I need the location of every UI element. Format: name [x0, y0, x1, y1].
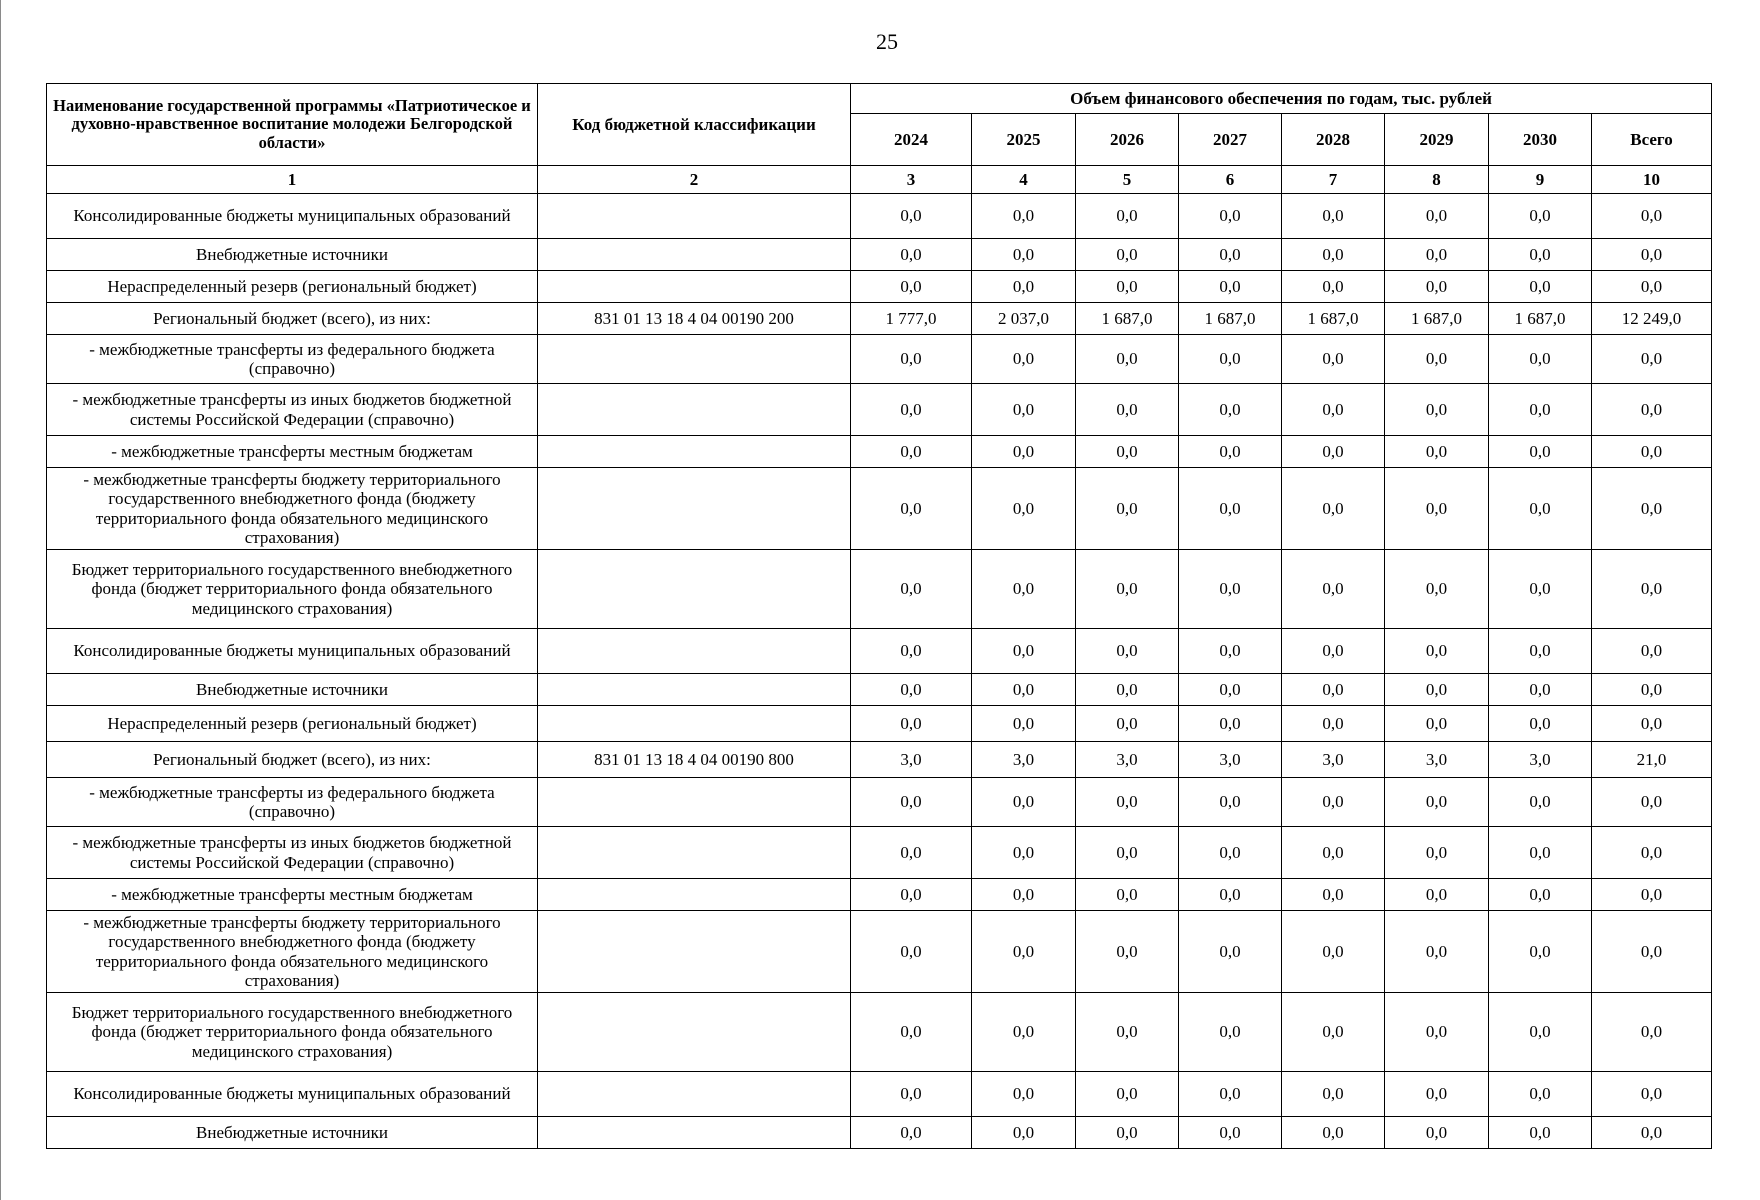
row-year-value: 0,0	[1179, 674, 1282, 706]
row-name: Нераспределенный резерв (региональный бюджет)	[47, 706, 538, 742]
row-year-value: 0,0	[1179, 911, 1282, 993]
row-year-value: 0,0	[1282, 778, 1385, 827]
row-name: Внебюджетные источники	[47, 239, 538, 271]
row-year-value: 0,0	[1489, 271, 1592, 303]
column-number: 7	[1282, 166, 1385, 194]
row-year-value: 1 687,0	[1282, 303, 1385, 335]
row-year-value: 0,0	[851, 706, 972, 742]
row-name: - межбюджетные трансферты из федерального бюджета (справочно)	[47, 335, 538, 384]
row-year-value: 0,0	[1076, 706, 1179, 742]
row-year-value: 0,0	[851, 778, 972, 827]
row-year-value: 0,0	[1282, 1072, 1385, 1117]
row-year-value: 0,0	[1076, 827, 1179, 879]
row-year-value: 0,0	[1489, 629, 1592, 674]
row-name: Региональный бюджет (всего), из них:	[47, 303, 538, 335]
table-row	[47, 993, 1712, 1072]
row-year-value: 0,0	[851, 271, 972, 303]
row-year-value: 0,0	[1076, 629, 1179, 674]
row-year-value: 0,0	[1076, 271, 1179, 303]
row-year-value: 0,0	[851, 629, 972, 674]
row-budget-code	[538, 993, 851, 1072]
page-number: 25	[876, 29, 898, 54]
row-year-value: 0,0	[1076, 335, 1179, 384]
row-name: Бюджет территориального государственного внебюджетного фонда (бюджет территориального фонда обязательного медицинского страхования)	[47, 993, 538, 1072]
row-year-value: 0,0	[1076, 674, 1179, 706]
header-year: 2024	[851, 114, 972, 166]
row-year-value: 0,0	[851, 335, 972, 384]
row-year-value: 0,0	[972, 629, 1076, 674]
row-year-value: 0,0	[972, 335, 1076, 384]
row-year-value: 0,0	[1179, 335, 1282, 384]
row-year-value: 0,0	[1282, 993, 1385, 1072]
column-number: 4	[972, 166, 1076, 194]
row-year-value: 0,0	[1179, 879, 1282, 911]
row-year-value: 0,0	[851, 911, 972, 993]
row-year-value: 0,0	[972, 239, 1076, 271]
row-name: Бюджет территориального государственного внебюджетного фонда (бюджет территориального фонда обязательного медицинского страхования)	[47, 550, 538, 629]
column-number: 2	[538, 166, 851, 194]
row-year-value: 0,0	[972, 911, 1076, 993]
row-name: - межбюджетные трансферты бюджету территориального государственного внебюджетного фонда (бюджету территориального фонда обязательного медицинского страхования)	[47, 911, 538, 993]
row-year-value: 0,0	[1282, 271, 1385, 303]
row-year-value: 0,0	[851, 194, 972, 239]
table-row	[47, 239, 1712, 271]
row-year-value: 0,0	[851, 827, 972, 879]
table-row	[47, 335, 1712, 384]
row-year-value: 0,0	[1076, 1072, 1179, 1117]
row-total-value: 0,0	[1592, 911, 1712, 993]
row-year-value: 0,0	[972, 550, 1076, 629]
row-name: - межбюджетные трансферты местным бюджетам	[47, 879, 538, 911]
row-year-value: 2 037,0	[972, 303, 1076, 335]
row-budget-code	[538, 674, 851, 706]
row-total-value: 21,0	[1592, 742, 1712, 778]
header-year: 2025	[972, 114, 1076, 166]
row-year-value: 0,0	[1076, 911, 1179, 993]
scan-edge-line	[0, 0, 1, 1200]
row-year-value: 0,0	[1385, 778, 1489, 827]
row-name: Нераспределенный резерв (региональный бюджет)	[47, 271, 538, 303]
row-year-value: 0,0	[1179, 550, 1282, 629]
table-row	[47, 827, 1712, 879]
row-total-value: 0,0	[1592, 827, 1712, 879]
row-year-value: 1 687,0	[1489, 303, 1592, 335]
row-year-value: 0,0	[1385, 468, 1489, 550]
column-number: 10	[1592, 166, 1712, 194]
row-budget-code	[538, 911, 851, 993]
table-row	[47, 1072, 1712, 1117]
table-row	[47, 706, 1712, 742]
row-year-value: 0,0	[1489, 468, 1592, 550]
row-total-value: 0,0	[1592, 993, 1712, 1072]
row-year-value: 0,0	[1179, 1117, 1282, 1149]
row-total-value: 0,0	[1592, 194, 1712, 239]
row-year-value: 0,0	[1282, 706, 1385, 742]
row-year-value: 0,0	[851, 550, 972, 629]
header-program-title: Наименование государственной программы «Патриотическое и духовно-нравственное воспитание молодежи Белгородской области»	[47, 84, 538, 166]
row-total-value: 0,0	[1592, 468, 1712, 550]
row-year-value: 0,0	[1179, 194, 1282, 239]
row-year-value: 0,0	[1179, 239, 1282, 271]
row-year-value: 0,0	[1282, 194, 1385, 239]
header-year: 2030	[1489, 114, 1592, 166]
row-year-value: 0,0	[851, 239, 972, 271]
row-year-value: 0,0	[1385, 436, 1489, 468]
header-year: 2029	[1385, 114, 1489, 166]
row-year-value: 0,0	[972, 468, 1076, 550]
table-row	[47, 879, 1712, 911]
table-row	[47, 303, 1712, 335]
table-row	[47, 911, 1712, 993]
row-year-value: 1 687,0	[1076, 303, 1179, 335]
row-year-value: 0,0	[1489, 827, 1592, 879]
table-header	[47, 84, 1712, 194]
row-year-value: 0,0	[1489, 239, 1592, 271]
row-year-value: 0,0	[972, 993, 1076, 1072]
row-year-value: 0,0	[972, 384, 1076, 436]
header-year: 2026	[1076, 114, 1179, 166]
row-budget-code	[538, 239, 851, 271]
row-year-value: 1 777,0	[851, 303, 972, 335]
header-year: 2027	[1179, 114, 1282, 166]
row-year-value: 0,0	[1179, 629, 1282, 674]
row-budget-code: 831 01 13 18 4 04 00190 200	[538, 303, 851, 335]
row-year-value: 0,0	[1179, 827, 1282, 879]
row-year-value: 0,0	[1385, 194, 1489, 239]
row-total-value: 12 249,0	[1592, 303, 1712, 335]
column-number: 9	[1489, 166, 1592, 194]
row-budget-code	[538, 827, 851, 879]
row-year-value: 0,0	[1179, 468, 1282, 550]
row-year-value: 0,0	[1489, 993, 1592, 1072]
row-year-value: 0,0	[972, 1072, 1076, 1117]
row-year-value: 0,0	[851, 1117, 972, 1149]
row-year-value: 0,0	[1282, 629, 1385, 674]
row-name: Внебюджетные источники	[47, 674, 538, 706]
row-year-value: 0,0	[1385, 335, 1489, 384]
row-name: Консолидированные бюджеты муниципальных образований	[47, 194, 538, 239]
row-year-value: 0,0	[1385, 384, 1489, 436]
row-year-value: 0,0	[1489, 778, 1592, 827]
row-year-value: 0,0	[1076, 239, 1179, 271]
row-year-value: 0,0	[1385, 271, 1489, 303]
header-code-title: Код бюджетной классификации	[538, 84, 851, 166]
row-budget-code	[538, 778, 851, 827]
row-total-value: 0,0	[1592, 271, 1712, 303]
row-year-value: 3,0	[1282, 742, 1385, 778]
row-total-value: 0,0	[1592, 1117, 1712, 1149]
row-budget-code	[538, 468, 851, 550]
row-total-value: 0,0	[1592, 778, 1712, 827]
table-row	[47, 550, 1712, 629]
row-year-value: 0,0	[1385, 1117, 1489, 1149]
row-year-value: 0,0	[1076, 993, 1179, 1072]
row-year-value: 0,0	[1282, 239, 1385, 271]
row-year-value: 0,0	[1282, 436, 1385, 468]
row-year-value: 0,0	[1489, 194, 1592, 239]
row-year-value: 0,0	[1282, 827, 1385, 879]
row-total-value: 0,0	[1592, 706, 1712, 742]
row-budget-code	[538, 550, 851, 629]
row-total-value: 0,0	[1592, 879, 1712, 911]
row-name: Региональный бюджет (всего), из них:	[47, 742, 538, 778]
row-total-value: 0,0	[1592, 1072, 1712, 1117]
row-year-value: 0,0	[1489, 706, 1592, 742]
row-year-value: 3,0	[1179, 742, 1282, 778]
row-year-value: 0,0	[972, 271, 1076, 303]
table-row	[47, 742, 1712, 778]
column-number: 3	[851, 166, 972, 194]
row-year-value: 0,0	[1282, 911, 1385, 993]
row-year-value: 0,0	[1385, 911, 1489, 993]
row-year-value: 0,0	[851, 1072, 972, 1117]
row-year-value: 0,0	[1282, 674, 1385, 706]
row-budget-code	[538, 384, 851, 436]
header-year: 2028	[1282, 114, 1385, 166]
row-year-value: 0,0	[1179, 993, 1282, 1072]
row-year-value: 3,0	[1076, 742, 1179, 778]
row-year-value: 0,0	[1179, 706, 1282, 742]
row-name: Внебюджетные источники	[47, 1117, 538, 1149]
row-budget-code	[538, 879, 851, 911]
row-name: - межбюджетные трансферты бюджету территориального государственного внебюджетного фонда (бюджету территориального фонда обязательного медицинского страхования)	[47, 468, 538, 550]
row-year-value: 0,0	[1385, 993, 1489, 1072]
row-year-value: 0,0	[972, 879, 1076, 911]
row-year-value: 0,0	[1076, 194, 1179, 239]
row-year-value: 0,0	[1385, 879, 1489, 911]
row-year-value: 0,0	[1282, 335, 1385, 384]
row-budget-code	[538, 436, 851, 468]
row-year-value: 0,0	[1489, 674, 1592, 706]
column-number: 8	[1385, 166, 1489, 194]
row-year-value: 0,0	[851, 674, 972, 706]
row-year-value: 0,0	[1489, 1117, 1592, 1149]
row-total-value: 0,0	[1592, 629, 1712, 674]
table-row	[47, 468, 1712, 550]
row-year-value: 0,0	[851, 879, 972, 911]
row-total-value: 0,0	[1592, 384, 1712, 436]
row-year-value: 3,0	[851, 742, 972, 778]
row-year-value: 0,0	[1076, 550, 1179, 629]
financing-table	[46, 83, 1712, 1149]
row-year-value: 0,0	[851, 436, 972, 468]
row-budget-code	[538, 629, 851, 674]
column-number: 5	[1076, 166, 1179, 194]
table-row	[47, 194, 1712, 239]
row-year-value: 0,0	[972, 674, 1076, 706]
row-year-value: 0,0	[1385, 629, 1489, 674]
row-year-value: 0,0	[972, 778, 1076, 827]
row-budget-code	[538, 271, 851, 303]
row-year-value: 0,0	[1282, 879, 1385, 911]
row-year-value: 0,0	[1076, 384, 1179, 436]
row-name: Консолидированные бюджеты муниципальных образований	[47, 1072, 538, 1117]
row-year-value: 0,0	[1385, 1072, 1489, 1117]
row-year-value: 0,0	[972, 436, 1076, 468]
table-row	[47, 1117, 1712, 1149]
header-volume-title: Объем финансового обеспечения по годам, тыс. рублей	[851, 84, 1712, 114]
row-year-value: 0,0	[1179, 384, 1282, 436]
row-year-value: 0,0	[851, 384, 972, 436]
row-year-value: 0,0	[851, 993, 972, 1072]
row-year-value: 0,0	[972, 706, 1076, 742]
row-name: Консолидированные бюджеты муниципальных образований	[47, 629, 538, 674]
row-year-value: 3,0	[1385, 742, 1489, 778]
row-budget-code	[538, 1072, 851, 1117]
row-total-value: 0,0	[1592, 674, 1712, 706]
row-year-value: 0,0	[1385, 706, 1489, 742]
row-year-value: 0,0	[1179, 271, 1282, 303]
row-budget-code	[538, 194, 851, 239]
row-year-value: 1 687,0	[1385, 303, 1489, 335]
table-row	[47, 436, 1712, 468]
row-year-value: 0,0	[1282, 1117, 1385, 1149]
row-year-value: 0,0	[1076, 468, 1179, 550]
table-row	[47, 384, 1712, 436]
row-year-value: 0,0	[1489, 384, 1592, 436]
table-row	[47, 271, 1712, 303]
row-year-value: 0,0	[1489, 1072, 1592, 1117]
row-year-value: 0,0	[851, 468, 972, 550]
row-year-value: 0,0	[1282, 468, 1385, 550]
row-year-value: 0,0	[1076, 879, 1179, 911]
row-year-value: 0,0	[1282, 550, 1385, 629]
row-budget-code	[538, 1117, 851, 1149]
row-year-value: 0,0	[1076, 778, 1179, 827]
row-year-value: 0,0	[972, 194, 1076, 239]
row-year-value: 0,0	[1489, 550, 1592, 629]
row-year-value: 0,0	[972, 1117, 1076, 1149]
row-year-value: 0,0	[1385, 239, 1489, 271]
row-year-value: 3,0	[1489, 742, 1592, 778]
table-row	[47, 629, 1712, 674]
row-name: - межбюджетные трансферты из федерального бюджета (справочно)	[47, 778, 538, 827]
row-name: - межбюджетные трансферты из иных бюджетов бюджетной системы Российской Федерации (справочно)	[47, 827, 538, 879]
row-year-value: 0,0	[972, 827, 1076, 879]
row-year-value: 3,0	[972, 742, 1076, 778]
row-budget-code	[538, 335, 851, 384]
row-year-value: 0,0	[1282, 384, 1385, 436]
table-body	[47, 194, 1712, 1149]
row-name: - межбюджетные трансферты местным бюджетам	[47, 436, 538, 468]
row-year-value: 0,0	[1385, 674, 1489, 706]
row-year-value: 0,0	[1076, 1117, 1179, 1149]
row-total-value: 0,0	[1592, 550, 1712, 629]
row-year-value: 0,0	[1489, 879, 1592, 911]
row-year-value: 0,0	[1179, 436, 1282, 468]
row-year-value: 0,0	[1489, 911, 1592, 993]
row-budget-code	[538, 706, 851, 742]
column-number: 1	[47, 166, 538, 194]
row-year-value: 0,0	[1489, 335, 1592, 384]
row-year-value: 1 687,0	[1179, 303, 1282, 335]
row-budget-code: 831 01 13 18 4 04 00190 800	[538, 742, 851, 778]
table-row	[47, 674, 1712, 706]
row-year-value: 0,0	[1385, 827, 1489, 879]
row-total-value: 0,0	[1592, 239, 1712, 271]
row-total-value: 0,0	[1592, 335, 1712, 384]
header-total: Всего	[1592, 114, 1712, 166]
row-year-value: 0,0	[1179, 1072, 1282, 1117]
table-row	[47, 778, 1712, 827]
row-year-value: 0,0	[1076, 436, 1179, 468]
column-number: 6	[1179, 166, 1282, 194]
row-year-value: 0,0	[1179, 778, 1282, 827]
row-year-value: 0,0	[1385, 550, 1489, 629]
row-total-value: 0,0	[1592, 436, 1712, 468]
row-year-value: 0,0	[1489, 436, 1592, 468]
row-name: - межбюджетные трансферты из иных бюджетов бюджетной системы Российской Федерации (справочно)	[47, 384, 538, 436]
